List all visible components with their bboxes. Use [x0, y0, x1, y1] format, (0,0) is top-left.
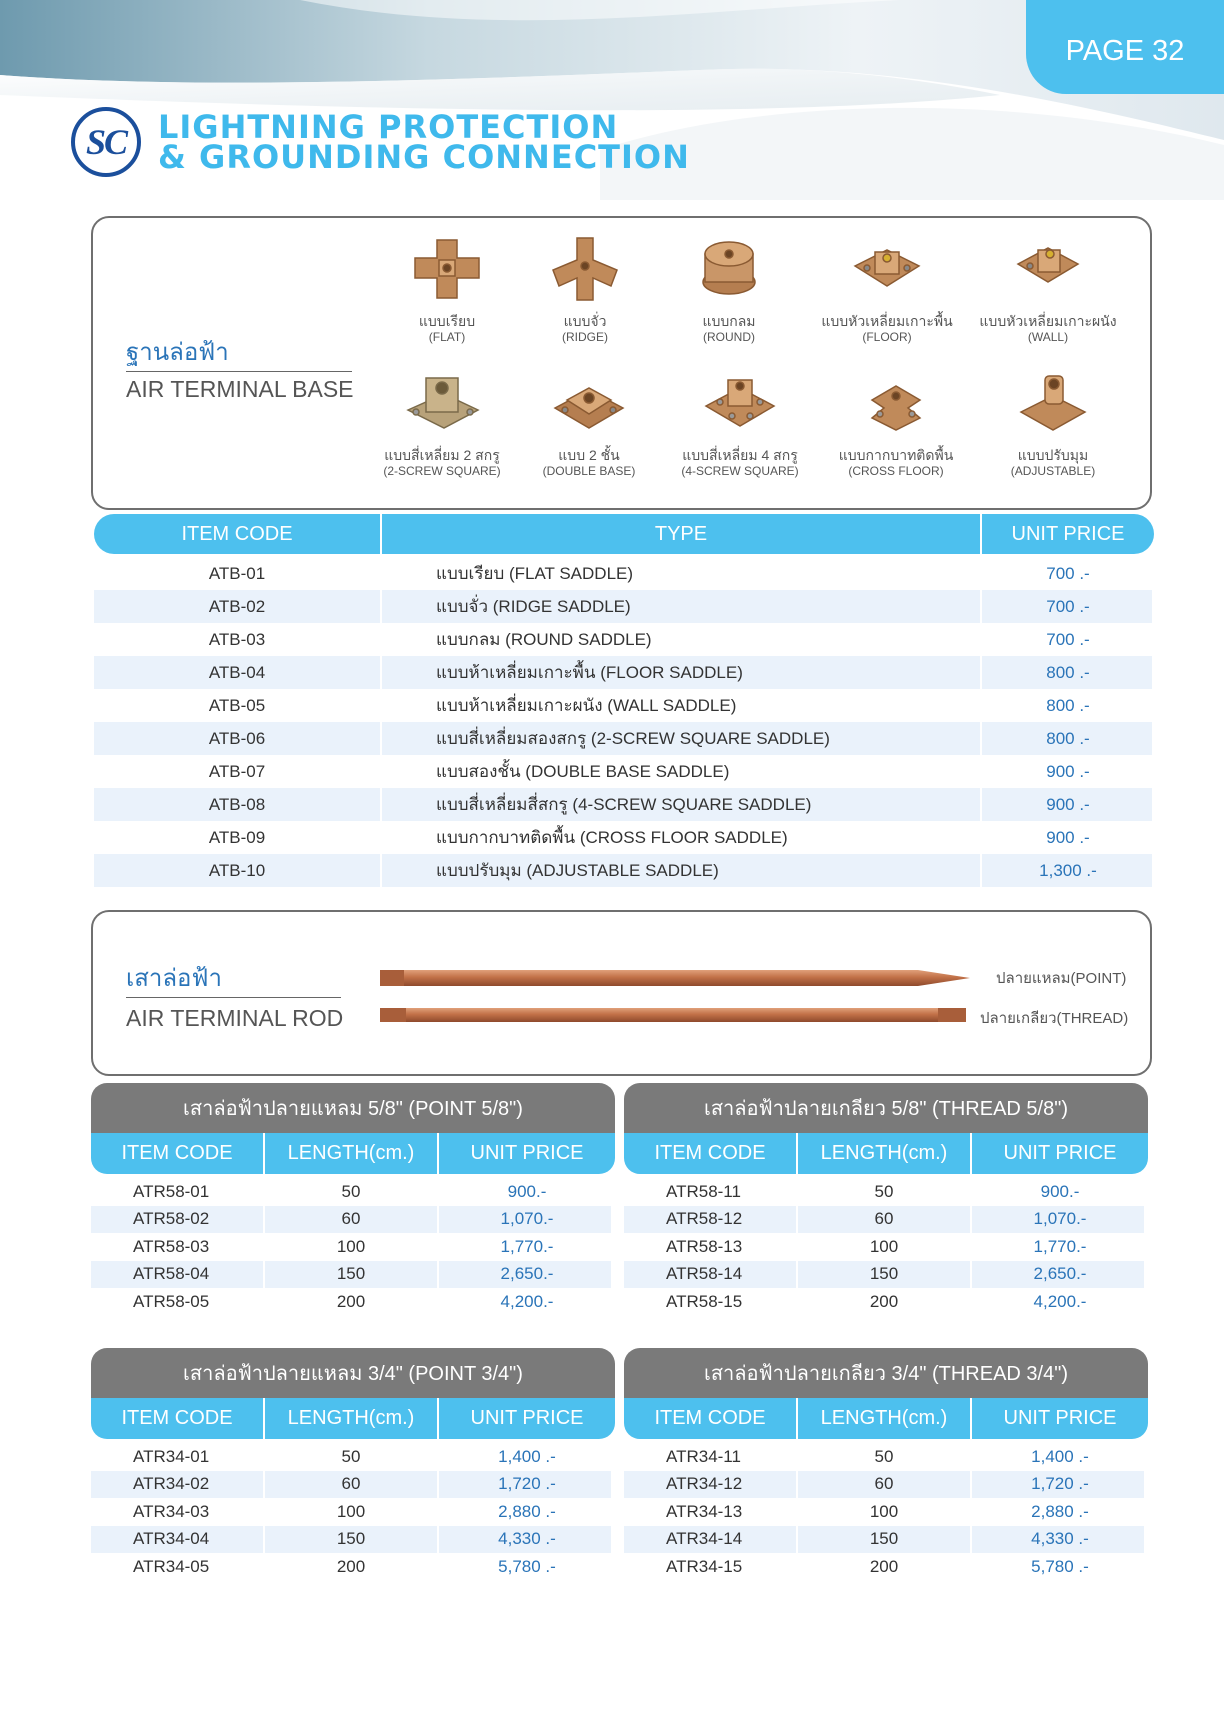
type-cell: แบบจั่ว (RIDGE SADDLE): [436, 597, 631, 616]
length-cell: 150: [869, 1529, 899, 1549]
column-separator: [980, 557, 982, 590]
column-separator: [380, 557, 382, 590]
point-rod: [380, 970, 970, 986]
column-separator: [263, 1498, 265, 1526]
unit-price-cell: 1,400 .-: [1031, 1446, 1089, 1466]
product-label-en: (DOUBLE BASE): [542, 464, 636, 478]
table-row: [624, 1526, 1144, 1554]
table-row: [94, 623, 1152, 656]
table-row: [94, 788, 1152, 821]
column-separator: [437, 1443, 439, 1471]
header-separator: [263, 1133, 265, 1174]
product-label-en: (WALL): [1027, 330, 1069, 344]
col-header-unit-price: UNIT PRICE: [1011, 522, 1125, 545]
column-separator: [796, 1471, 798, 1499]
column-separator: [263, 1178, 265, 1206]
unit-price-cell: 5,780 .-: [498, 1556, 556, 1576]
col-header-item-code: ITEM CODE: [181, 522, 293, 545]
column-separator: [980, 689, 982, 722]
type-cell: แบบสี่เหลี่ยมสองสกรู (2-SCREW SQUARE SADDLE): [436, 729, 830, 748]
product-label-th: แบบสี่เหลี่ยม 4 สกรู: [682, 447, 798, 463]
rod-table-header: [91, 1398, 615, 1439]
column-separator: [970, 1178, 972, 1206]
item-code-cell: ATR58-01: [133, 1181, 210, 1201]
length-cell: 60: [874, 1474, 894, 1494]
column-separator: [380, 821, 382, 854]
table-row: [94, 590, 1152, 623]
column-separator: [970, 1233, 972, 1261]
item-code-cell: ATR34-11: [666, 1446, 741, 1466]
col-header-length: LENGTH(cm.): [287, 1407, 415, 1429]
table-row: [624, 1471, 1144, 1499]
length-cell: 150: [336, 1264, 366, 1284]
item-code-cell: ATB-02: [208, 596, 266, 616]
base-section-title-th: ฐานล่อฟ้า: [126, 339, 229, 366]
length-cell: 60: [874, 1209, 894, 1229]
round-saddle-image: [691, 236, 767, 302]
column-separator: [380, 590, 382, 623]
unit-price-cell: 900 .-: [1046, 827, 1090, 847]
unit-price-cell: 700 .-: [1046, 629, 1090, 649]
header-separator: [970, 1398, 972, 1439]
column-separator: [970, 1206, 972, 1234]
rod-images: [378, 960, 978, 1030]
item-code-cell: ATR58-15: [666, 1291, 743, 1311]
item-code-cell: ATR58-02: [133, 1209, 210, 1229]
column-separator: [437, 1471, 439, 1499]
rod-table-title: เสาล่อฟ้าปลายเกลียว 3/4" (THREAD 3/4"): [624, 1348, 1148, 1398]
company-logo: [71, 107, 141, 177]
col-header-length: LENGTH(cm.): [287, 1142, 415, 1164]
length-cell: 50: [874, 1181, 894, 1201]
column-separator: [263, 1206, 265, 1234]
length-cell: 200: [869, 1556, 899, 1576]
item-code-cell: ATB-09: [208, 827, 266, 847]
item-code-cell: ATB-08: [208, 794, 266, 814]
unit-price-cell: 1,770.-: [1033, 1236, 1087, 1256]
table-row: [624, 1206, 1144, 1234]
product-label-th: แบบเรียบ: [418, 313, 476, 329]
column-separator: [380, 854, 382, 887]
column-separator: [796, 1233, 798, 1261]
product-label-th: แบบหัวเหลี่ยมเกาะผนัง: [979, 313, 1117, 329]
product-label-th: แบบจั่ว: [563, 313, 607, 329]
product-adjustable: [978, 370, 1128, 478]
base-section-title-en: AIR TERMINAL BASE: [126, 376, 354, 402]
length-cell: 50: [341, 1446, 361, 1466]
column-separator: [796, 1553, 798, 1581]
header-separator: [437, 1133, 439, 1174]
item-code-cell: ATR34-13: [666, 1501, 743, 1521]
unit-price-cell: 1,070.-: [500, 1209, 554, 1229]
logo-text: SC: [85, 122, 127, 162]
table-row: [94, 821, 1152, 854]
col-header-length: LENGTH(cm.): [820, 1407, 948, 1429]
column-separator: [970, 1288, 972, 1316]
item-code-cell: ATR34-03: [133, 1501, 210, 1521]
unit-price-cell: 1,400 .-: [498, 1446, 556, 1466]
product-4-screw-square: [665, 370, 815, 478]
thread-rod-label: ปลายเกลียว(THREAD): [980, 1010, 1129, 1027]
header-separator: [263, 1398, 265, 1439]
product-cross-floor: [821, 370, 971, 478]
item-code-cell: ATR34-15: [666, 1556, 743, 1576]
length-cell: 150: [869, 1264, 899, 1284]
rod-table-header: [624, 1398, 1148, 1439]
item-code-cell: ATR34-05: [133, 1556, 210, 1576]
4-screw-square-saddle-image: [702, 370, 778, 436]
col-header-item-code: ITEM CODE: [121, 1142, 233, 1164]
col-header-unit-price: UNIT PRICE: [1003, 1407, 1117, 1429]
length-cell: 150: [336, 1529, 366, 1549]
column-separator: [980, 788, 982, 821]
unit-price-cell: 800 .-: [1046, 695, 1090, 715]
table-row: [94, 755, 1152, 788]
table-row: [94, 557, 1152, 590]
type-cell: แบบเรียบ (FLAT SADDLE): [436, 564, 634, 583]
column-separator: [437, 1288, 439, 1316]
table-row: [94, 722, 1152, 755]
base-table-header: [94, 514, 1154, 554]
unit-price-cell: 700 .-: [1046, 563, 1090, 583]
col-header-length: LENGTH(cm.): [820, 1142, 948, 1164]
rod-table-title: เสาล่อฟ้าปลายแหลม 3/4" (POINT 3/4"): [91, 1348, 615, 1398]
rod-section-divider: [126, 997, 341, 998]
table-row: [91, 1178, 611, 1206]
item-code-cell: ATR58-11: [666, 1181, 741, 1201]
product-floor: [812, 236, 962, 344]
item-code-cell: ATR58-12: [666, 1209, 743, 1229]
rod-table-header: [91, 1133, 615, 1174]
product-round: [654, 236, 804, 344]
col-header-unit-price: UNIT PRICE: [1003, 1142, 1117, 1164]
column-separator: [796, 1178, 798, 1206]
column-separator: [796, 1498, 798, 1526]
table-row: [624, 1288, 1144, 1316]
product-flat: [372, 236, 522, 344]
product-label-th: แบบกากบาทติดพื้น: [838, 447, 954, 463]
product-label-th: แบบสี่เหลี่ยม 2 สกรู: [384, 447, 500, 463]
column-separator: [263, 1261, 265, 1289]
unit-price-cell: 2,650.-: [500, 1264, 554, 1284]
length-cell: 60: [341, 1474, 361, 1494]
title-line-1: LIGHTNING PROTECTION: [158, 108, 619, 146]
column-separator: [796, 1288, 798, 1316]
item-code-cell: ATB-03: [208, 629, 266, 649]
point-rod-label: ปลายแหลม(POINT): [996, 970, 1127, 987]
product-label-en: (4-SCREW SQUARE): [681, 464, 799, 478]
page-number-tab: PAGE 32: [1026, 0, 1224, 94]
product-label-th: แบบหัวเหลี่ยมเกาะพื้น: [821, 313, 953, 329]
length-cell: 100: [869, 1501, 899, 1521]
table-row: [91, 1288, 611, 1316]
item-code-cell: ATR58-03: [133, 1236, 210, 1256]
product-label-en: (2-SCREW SQUARE): [383, 464, 501, 478]
table-row: [91, 1471, 611, 1499]
unit-price-cell: 2,880 .-: [498, 1501, 556, 1521]
unit-price-cell: 4,200.-: [500, 1291, 554, 1311]
length-cell: 100: [869, 1236, 899, 1256]
base-section-divider: [126, 371, 352, 372]
column-separator: [437, 1178, 439, 1206]
product-label-en: (RIDGE): [562, 330, 608, 344]
column-separator: [437, 1233, 439, 1261]
column-separator: [970, 1471, 972, 1499]
column-separator: [263, 1443, 265, 1471]
column-separator: [970, 1498, 972, 1526]
column-separator: [437, 1261, 439, 1289]
table-row: [91, 1526, 611, 1554]
column-separator: [263, 1288, 265, 1316]
type-cell: แบบสี่เหลี่ยมสี่สกรู (4-SCREW SQUARE SADDLE): [436, 795, 812, 814]
table-row: [91, 1443, 611, 1471]
column-separator: [380, 623, 382, 656]
item-code-cell: ATR58-05: [133, 1291, 210, 1311]
adjustable-saddle-image: [1015, 370, 1091, 436]
unit-price-cell: 4,330 .-: [1031, 1529, 1089, 1549]
item-code-cell: ATR34-02: [133, 1474, 210, 1494]
column-separator: [970, 1553, 972, 1581]
cross-floor-saddle-image: [858, 370, 934, 436]
unit-price-cell: 900 .-: [1046, 761, 1090, 781]
product-label-th: แบบกลม: [702, 313, 756, 329]
header-separator: [796, 1398, 798, 1439]
table-row: [91, 1261, 611, 1289]
type-cell: แบบปรับมุม (ADJUSTABLE SADDLE): [436, 861, 719, 880]
col-header-unit-price: UNIT PRICE: [470, 1407, 584, 1429]
unit-price-cell: 5,780 .-: [1031, 1556, 1089, 1576]
unit-price-cell: 4,200.-: [1033, 1291, 1087, 1311]
item-code-cell: ATR58-13: [666, 1236, 743, 1256]
item-code-cell: ATB-01: [208, 563, 266, 583]
column-separator: [980, 656, 982, 689]
item-code-cell: ATB-05: [208, 695, 266, 715]
product-label-th: แบบปรับมุม: [1017, 447, 1089, 463]
product-ridge: [510, 236, 660, 344]
length-cell: 100: [336, 1501, 366, 1521]
column-separator: [437, 1553, 439, 1581]
unit-price-cell: 800 .-: [1046, 662, 1090, 682]
column-separator: [970, 1443, 972, 1471]
product-label-en: (FLOOR): [862, 330, 912, 344]
product-2-screw-square: [367, 370, 517, 478]
column-separator: [796, 1261, 798, 1289]
column-separator: [796, 1206, 798, 1234]
header-separator: [796, 1133, 798, 1174]
length-cell: 200: [336, 1556, 366, 1576]
unit-price-cell: 1,720 .-: [498, 1474, 556, 1494]
type-cell: แบบกลม (ROUND SADDLE): [436, 630, 652, 649]
unit-price-cell: 700 .-: [1046, 596, 1090, 616]
column-separator: [437, 1498, 439, 1526]
thread-rod: [380, 1008, 966, 1022]
ridge-saddle-image: [547, 236, 623, 302]
double-base-saddle-image: [551, 370, 627, 436]
unit-price-cell: 2,880 .-: [1031, 1501, 1089, 1521]
unit-price-cell: 1,720 .-: [1031, 1474, 1089, 1494]
length-cell: 50: [341, 1181, 361, 1201]
item-code-cell: ATB-10: [208, 860, 266, 880]
unit-price-cell: 1,770.-: [500, 1236, 554, 1256]
rod-table-title: เสาล่อฟ้าปลายแหลม 5/8" (POINT 5/8"): [91, 1083, 615, 1133]
item-code-cell: ATR34-04: [133, 1529, 210, 1549]
title-line-2: & GROUNDING CONNECTION: [158, 138, 690, 176]
unit-price-cell: 900 .-: [1046, 794, 1090, 814]
product-label-th: แบบ 2 ชั้น: [558, 447, 620, 463]
column-separator: [980, 854, 982, 887]
column-separator: [380, 689, 382, 722]
table-row: [624, 1178, 1144, 1206]
product-label-en: (FLAT): [428, 330, 466, 344]
product-label-en: (CROSS FLOOR): [848, 464, 944, 478]
product-label-en: (ROUND): [703, 330, 755, 344]
unit-price-cell: 1,070.-: [1033, 1209, 1087, 1229]
type-cell: แบบห้าเหลี่ยมเกาะพื้น (FLOOR SADDLE): [436, 663, 743, 682]
unit-price-cell: 2,650.-: [1033, 1264, 1087, 1284]
type-cell: แบบสองชั้น (DOUBLE BASE SADDLE): [436, 762, 730, 781]
col-header-type: TYPE: [654, 522, 708, 545]
table-row: [91, 1206, 611, 1234]
column-separator: [796, 1526, 798, 1554]
column-separator: [437, 1526, 439, 1554]
item-code-cell: ATR34-01: [133, 1446, 210, 1466]
table-row: [94, 854, 1152, 887]
column-separator: [263, 1526, 265, 1554]
column-separator: [796, 1443, 798, 1471]
col-header-item-code: ITEM CODE: [654, 1407, 766, 1429]
length-cell: 60: [341, 1209, 361, 1229]
length-cell: 200: [869, 1291, 899, 1311]
product-label-en: (ADJUSTABLE): [1010, 464, 1096, 478]
floor-saddle-image: [849, 236, 925, 302]
unit-price-cell: 1,300 .-: [1039, 860, 1097, 880]
table-row: [91, 1553, 611, 1581]
header-separator: [437, 1398, 439, 1439]
column-separator: [263, 1553, 265, 1581]
table-row: [94, 656, 1152, 689]
column-separator: [980, 755, 982, 788]
column-separator: [380, 755, 382, 788]
table-row: [624, 1443, 1144, 1471]
length-cell: 50: [874, 1446, 894, 1466]
col-header-item-code: ITEM CODE: [654, 1142, 766, 1164]
column-separator: [980, 590, 982, 623]
unit-price-cell: 800 .-: [1046, 728, 1090, 748]
header-separator: [970, 1133, 972, 1174]
page-title: [158, 108, 690, 176]
product-double-base: [514, 370, 664, 478]
column-separator: [380, 788, 382, 821]
item-code-cell: ATR34-12: [666, 1474, 743, 1494]
2-screw-square-saddle-image: [394, 370, 490, 436]
item-code-cell: ATB-07: [208, 761, 266, 781]
column-separator: [970, 1261, 972, 1289]
item-code-cell: ATR58-14: [666, 1264, 743, 1284]
table-row: [624, 1498, 1144, 1526]
type-cell: แบบกากบาทติดพื้น (CROSS FLOOR SADDLE): [436, 828, 788, 847]
column-separator: [263, 1471, 265, 1499]
column-separator: [263, 1233, 265, 1261]
product-wall: [973, 236, 1123, 344]
column-separator: [380, 722, 382, 755]
table-row: [624, 1261, 1144, 1289]
unit-price-cell: 900.-: [1040, 1181, 1080, 1201]
col-header-unit-price: UNIT PRICE: [470, 1142, 584, 1164]
item-code-cell: ATR58-04: [133, 1264, 210, 1284]
item-code-cell: ATR34-14: [666, 1529, 743, 1549]
table-row: [624, 1233, 1144, 1261]
type-cell: แบบห้าเหลี่ยมเกาะผนัง (WALL SADDLE): [436, 696, 737, 715]
rod-section-title-th: เสาล่อฟ้า: [126, 965, 222, 992]
rod-table-header: [624, 1133, 1148, 1174]
table-row: [94, 689, 1152, 722]
column-separator: [970, 1526, 972, 1554]
table-row: [91, 1233, 611, 1261]
rod-section-title-en: AIR TERMINAL ROD: [126, 1005, 344, 1031]
col-header-item-code: ITEM CODE: [121, 1407, 233, 1429]
table-row: [624, 1553, 1144, 1581]
unit-price-cell: 900.-: [507, 1181, 547, 1201]
item-code-cell: ATB-06: [208, 728, 266, 748]
wall-saddle-image: [1010, 236, 1086, 302]
length-cell: 100: [336, 1236, 366, 1256]
column-separator: [980, 722, 982, 755]
column-separator: [380, 656, 382, 689]
rod-table-title: เสาล่อฟ้าปลายเกลียว 5/8" (THREAD 5/8"): [624, 1083, 1148, 1133]
column-separator: [980, 623, 982, 656]
length-cell: 200: [336, 1291, 366, 1311]
unit-price-cell: 4,330 .-: [498, 1529, 556, 1549]
column-separator: [980, 821, 982, 854]
item-code-cell: ATB-04: [208, 662, 266, 682]
column-separator: [437, 1206, 439, 1234]
flat-saddle-image: [409, 236, 485, 302]
table-row: [91, 1498, 611, 1526]
